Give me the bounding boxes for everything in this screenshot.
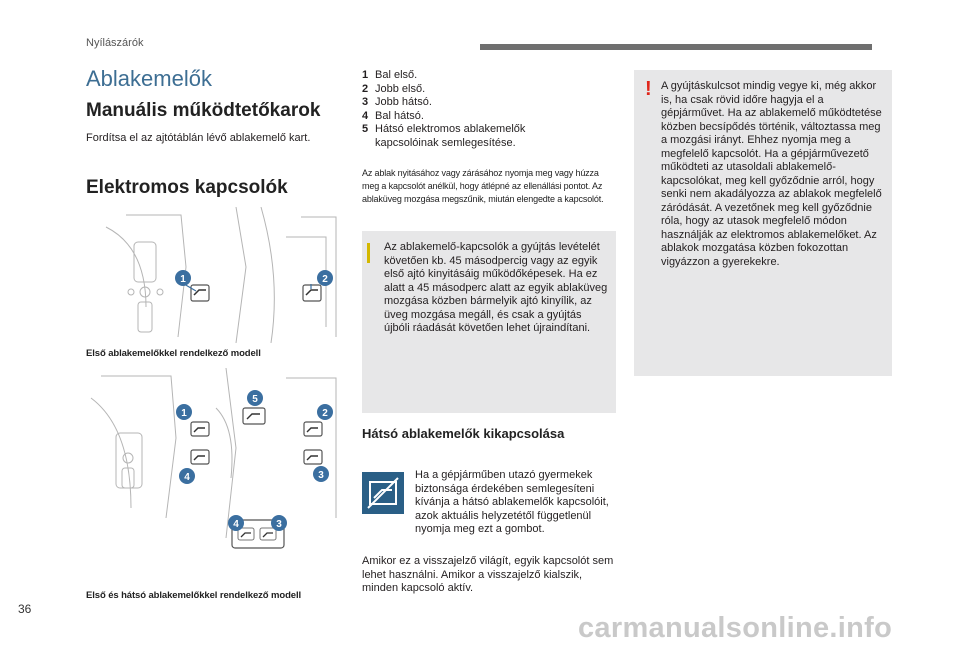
info-text: Az ablakemelő-kapcsolók a gyújtás levételét követően kb. 45 másodpercig vagy az egyik első ajtó kinyitásáig működőképesek. Ha ez alatt a 45 másodperc alatt az egyik ablaküveg mozgása közben bármelyik ajtó kinyílik, az üveg mozgása megáll, és csak a gyújtás újbóli ráadását követően lehet újraindítani. (384, 241, 608, 334)
list-item: 2 Jobb első. (362, 82, 426, 95)
manual-text: Fordítsa el az ajtótáblán lévő ablakemelő kart. (86, 132, 311, 144)
figure2-caption: Első és hátsó ablakemelőkkel rendelkező modell (86, 590, 302, 601)
page-number: 36 (18, 602, 32, 616)
callout-2 (317, 270, 333, 286)
callout-3b (271, 515, 287, 531)
rear-lock-text: Ha a gépjárműben utazó gyermekek biztonsága érdekében semlegesíteni kívánja a hátsó ablakemelők kapcsolóit, azok aktuális helyzetétől függetlenül nyomja meg ezt a gombot. (415, 469, 609, 535)
svg-text:4: 4 (233, 519, 239, 530)
header-rule (480, 44, 872, 50)
watermark: carmanualsonline.info (578, 612, 893, 644)
section-label: Nyílászárók (86, 37, 144, 49)
rear-lock-text2: Amikor ez a visszajelző világít, egyik kapcsolót sem lehet használni. Amikor a visszajelző kialszik, minden kapcsoló aktív. (362, 555, 614, 594)
svg-text:1: 1 (180, 274, 186, 285)
list-item: 3 Jobb hátsó. (362, 96, 432, 108)
warning-icon: ! (645, 78, 652, 100)
callout-1 (175, 270, 191, 286)
legend-list (362, 69, 617, 150)
warning-text: A gyújtáskulcsot mindig vegye ki, még akkor is, ha csak rövid időre hagyja el a gépjárművet. Ha az ablakemelő működtetése közben becsípődés történik, változtassa meg a mozgási irányt. Ehhez nyomja meg a megfelelő kapcsolót. Ha a gépjárművezető működteti az utasoldali ablakemelő-kapcsolókat, meg kell győződnie arról, hogy senki nem akadályozza az ablakok megfelelő záródását. A vezetőnek meg kell győződnie róla, hogy az utasok megfelelő módon használják az elektromos ablakemelőket. Az ablakok mozgatása közben fokozottan vigyázzon a gyerekekre. (661, 80, 882, 268)
rear-lock-heading: Hátsó ablakemelők kikapcsolása (362, 426, 565, 441)
info-icon (367, 243, 370, 263)
usage-note: Az ablak nyitásához vagy zárásához nyomja meg vagy húzza meg a kapcsolót anélkül, hogy átlépné az ellenállási pontot. Az ablaküveg mozgása megszűnik, miután elengedte a kapcsolót. (362, 168, 604, 204)
svg-text:2: 2 (322, 408, 328, 419)
svg-text:2: 2 (322, 274, 328, 285)
list-item: 1 Bal első. (362, 69, 418, 81)
svg-text:5: 5 (252, 394, 258, 405)
callout-5 (247, 390, 263, 406)
svg-text:3: 3 (276, 519, 282, 530)
figure1-caption: Első ablakemelőkkel rendelkező modell (86, 348, 261, 359)
front-switches-diagram (86, 207, 342, 343)
svg-text:3: 3 (318, 470, 324, 481)
callout-2b (317, 404, 333, 420)
electric-heading: Elektromos kapcsolók (86, 177, 288, 198)
callout-4 (179, 468, 195, 484)
list-item: 5 Hátsó elektromos ablakemelők kapcsolóinak semlegesítése. (362, 123, 526, 149)
svg-text:4: 4 (184, 472, 190, 483)
callout-1b (176, 404, 192, 420)
child-lock-icon (362, 472, 404, 514)
callout-3 (313, 466, 329, 482)
callout-4b (228, 515, 244, 531)
list-item: 4 Bal hátsó. (362, 109, 424, 122)
svg-text:1: 1 (181, 408, 187, 419)
page-title: Ablakemelők (86, 66, 212, 91)
front-rear-switches-diagram (86, 368, 342, 584)
manual-heading: Manuális működtetőkarok (86, 100, 321, 121)
